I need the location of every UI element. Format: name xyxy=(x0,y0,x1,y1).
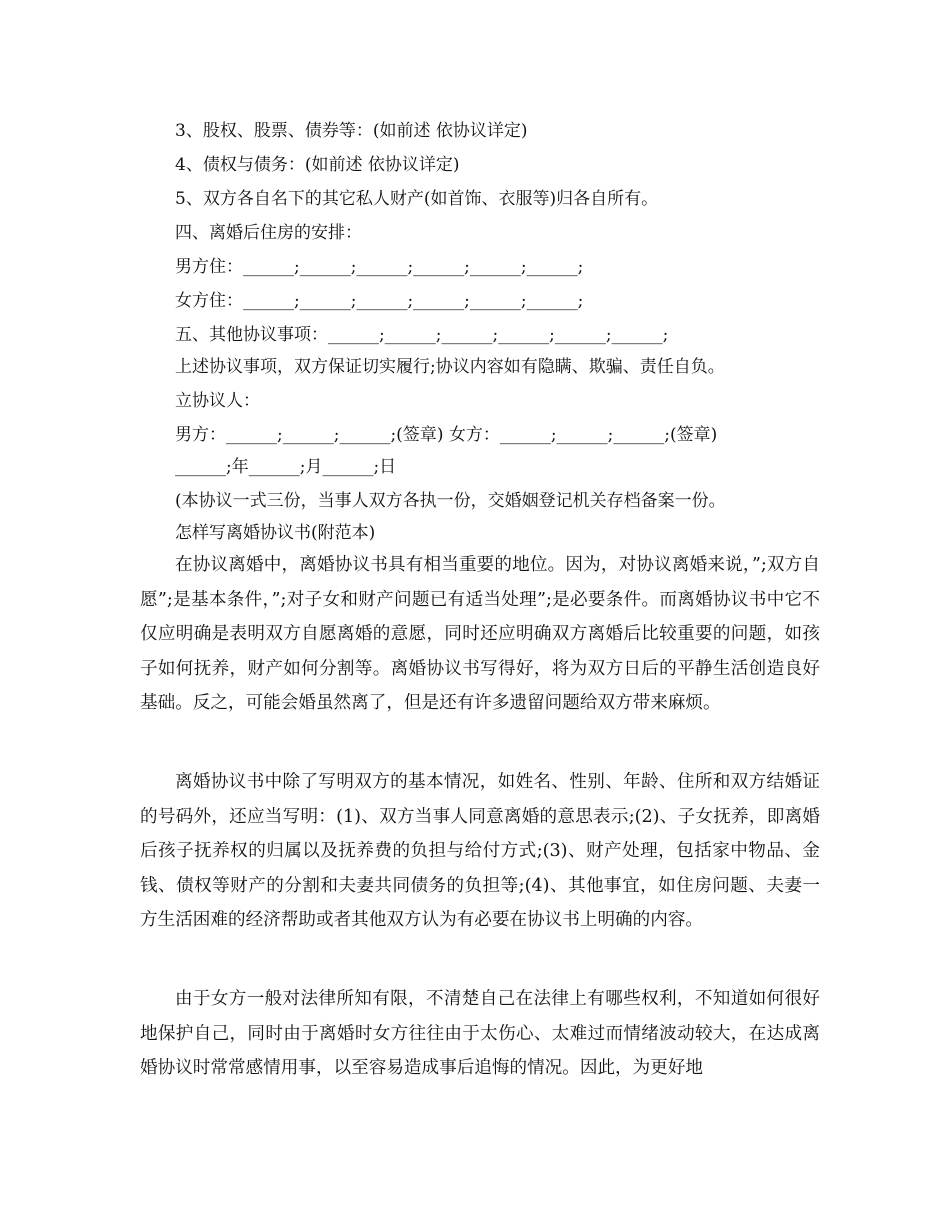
blank-fill-line: 女方住：______;______;______;______;______;______; xyxy=(175,291,584,311)
signatories-label: 立协议人： xyxy=(175,391,260,411)
body-paragraph: 离婚协议书中除了写明双方的基本情况，如姓名、性别、年龄、住所和双方结婚证的号码外，还应当写明：(1)、双方当事人同意离婚的意思表示;(2)、子女抚养，即离婚后孩子抚养权的归属以及抚养费的负担与给付方式;(3)、财产处理，包括家中物品、金钱、债权等财产的分割和夫妻共同债务的负担等;(4)、其他事宜，如住房问题、夫妻一方生活困难的经济帮助或者其他双方认为有必要在协议书上明确的内容。 xyxy=(140,772,820,930)
body-paragraph: 由于女方一般对法律所知有限，不清楚自己在法律上有哪些权利，不知道如何很好地保护自己，同时由于离婚时女方往往由于太伤心、太难过而情绪波动较大，在达成离婚协议时常常感情用事，以至容易造成事后追悔的情况。因此，为更好地 xyxy=(140,989,820,1078)
article-title: 怎样写离婚协议书(附范本) xyxy=(175,523,376,543)
note-line: (本协议一式三份，当事人双方各执一份，交婚姻登记机关存档备案一份。 xyxy=(175,491,726,511)
blank-fill-line: 五、其他协议事项：______;______;______;______;______;______; xyxy=(175,325,669,345)
clause-line: 3、股权、股票、债券等：(如前述 依协议详定) xyxy=(175,121,528,141)
section-heading: 四、离婚后住房的安排： xyxy=(175,223,362,243)
blank-fill-line: 男方住：______;______;______;______;______;______; xyxy=(175,257,584,277)
clause-line: 5、双方各自名下的其它私人财产(如首饰、衣服等)归各自所有。 xyxy=(175,189,659,209)
body-paragraph: 在协议离婚中，离婚协议书具有相当重要的地位。因为，对协议离婚来说，”;双方自愿”;是基本条件，”;对子女和财产问题已有适当处理”;是必要条件。而离婚协议书中它不仅应明确是表明双方自愿离婚的意愿，同时还应明确双方离婚后比较重要的问题，如孩子如何抚养，财产如何分割等。离婚协议书写得好，将为双方日后的平静生活创造良好基础。反之，可能会婚虽然离了，但是还有许多遗留问题给双方带来麻烦。 xyxy=(140,555,820,713)
signature-line: 男方：______;______;______;(签章) 女方：______;______;______;(签章) xyxy=(175,425,718,445)
clause-line: 4、债权与债务：(如前述 依协议详定) xyxy=(175,155,460,175)
date-line: ______;年______;月______;日 xyxy=(175,457,397,477)
clause-line: 上述协议事项，双方保证切实履行;协议内容如有隐瞒、欺骗、责任自负。 xyxy=(175,357,725,377)
